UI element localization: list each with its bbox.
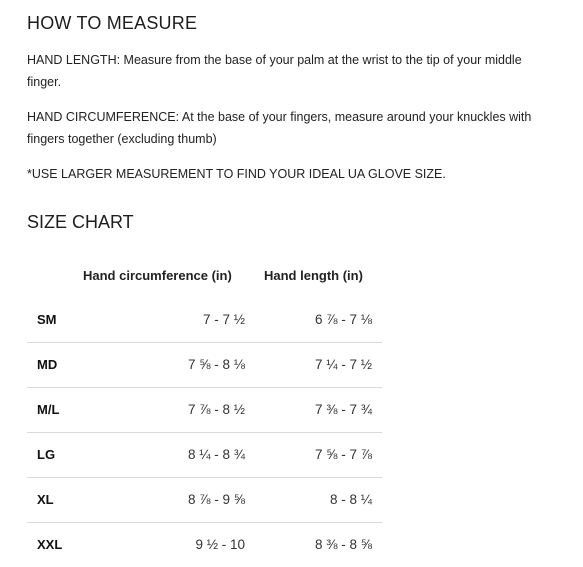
table-header [27, 258, 382, 298]
table-row [27, 388, 382, 433]
length-cell: 7 ⅝ - 7 ⅞ [314, 447, 372, 462]
circumference-cell: 7 ⅞ - 8 ½ [187, 402, 245, 417]
size-cell: M/L [37, 402, 60, 417]
circumference-cell: 8 ⅞ - 9 ⅝ [187, 492, 245, 507]
length-cell: 7 ⅜ - 7 ¾ [314, 402, 372, 417]
circumference-cell: 8 ¼ - 8 ¾ [187, 447, 245, 462]
measurement-note: *USE LARGER MEASUREMENT TO FIND YOUR IDEAL UA GLOVE SIZE. [27, 167, 446, 181]
table-row [27, 523, 382, 567]
length-cell: 7 ¼ - 7 ½ [314, 357, 372, 372]
size-cell: MD [37, 357, 58, 372]
how-to-measure-heading: HOW TO MEASURE [27, 13, 198, 33]
circumference-cell: 9 ½ - 10 [195, 537, 245, 552]
table-row [27, 343, 382, 388]
size-cell: XL [37, 492, 54, 507]
size-cell: LG [37, 447, 56, 462]
circumference-cell: 7 ⅝ - 8 ⅛ [187, 357, 245, 372]
table-row [27, 433, 382, 478]
circumference-cell: 7 - 7 ½ [202, 312, 245, 327]
table-body [27, 298, 382, 567]
column-header-length: Hand length (in) [264, 268, 363, 283]
size-chart-table [27, 258, 382, 567]
length-cell: 8 ⅜ - 8 ⅝ [314, 537, 372, 552]
length-cell: 8 - 8 ¼ [329, 492, 372, 507]
size-chart-heading: SIZE CHART [27, 212, 134, 232]
hand-circumference-instructions: HAND CIRCUMFERENCE: At the base of your fingers, measure around your knuckles with fingers together (excluding thumb) [27, 110, 532, 146]
table-row [27, 298, 382, 343]
column-header-circumference: Hand circumference (in) [83, 268, 232, 283]
size-cell: SM [37, 312, 57, 327]
size-cell: XXL [37, 537, 63, 552]
hand-length-instructions: HAND LENGTH: Measure from the base of your palm at the wrist to the tip of your middle finger. [27, 53, 522, 89]
table-row [27, 478, 382, 523]
length-cell: 6 ⅞ - 7 ⅛ [314, 312, 372, 327]
